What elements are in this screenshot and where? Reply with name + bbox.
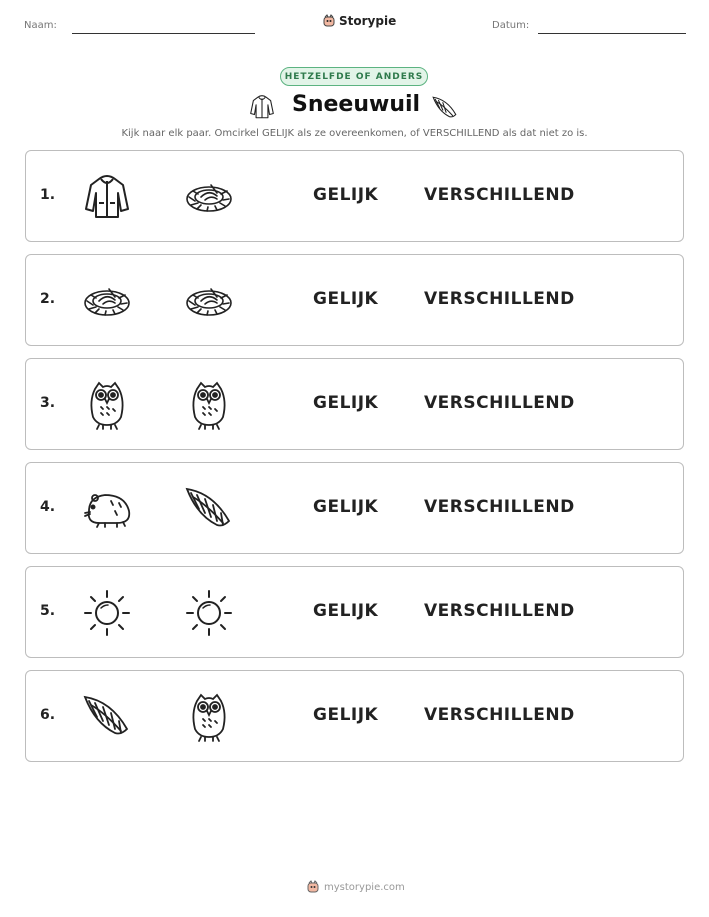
option-different[interactable]: VERSCHILLEND: [424, 601, 575, 621]
item-number: 5.: [40, 603, 56, 619]
name-line[interactable]: [72, 33, 255, 34]
owl-icon: [81, 379, 133, 431]
sun-icon: [183, 587, 235, 639]
pair-row-4: [25, 462, 684, 554]
pair-row-5: [25, 566, 684, 658]
item-number: 4.: [40, 499, 56, 515]
item-number: 2.: [40, 291, 56, 307]
option-same[interactable]: GELIJK: [313, 497, 379, 517]
option-same[interactable]: GELIJK: [313, 705, 379, 725]
name-label: Naam:: [24, 20, 57, 31]
option-different[interactable]: VERSCHILLEND: [424, 393, 575, 413]
item-number: 6.: [40, 707, 56, 723]
date-line[interactable]: [538, 33, 686, 34]
activity-badge: HETZELFDE OF ANDERS: [280, 67, 428, 86]
option-same[interactable]: GELIJK: [313, 601, 379, 621]
pair-row-1: [25, 150, 684, 242]
date-label: Datum:: [492, 20, 530, 31]
option-different[interactable]: VERSCHILLEND: [424, 185, 575, 205]
storypie-mascot-icon: [322, 14, 336, 28]
option-same[interactable]: GELIJK: [313, 393, 379, 413]
jacket-icon: [248, 92, 276, 122]
wing-icon: [183, 483, 235, 535]
brand-name: Storypie: [339, 14, 397, 28]
worksheet-title: Sneeuwuil: [292, 92, 421, 117]
footer-site[interactable]: mystorypie.com: [324, 881, 405, 893]
item-number: 1.: [40, 187, 56, 203]
option-same[interactable]: GELIJK: [313, 185, 379, 205]
wing-icon: [81, 691, 133, 743]
owl-icon: [183, 379, 235, 431]
brand-logo: [322, 14, 396, 28]
nest-icon: [183, 275, 235, 327]
option-different[interactable]: VERSCHILLEND: [424, 705, 575, 725]
nest-icon: [81, 275, 133, 327]
sun-icon: [81, 587, 133, 639]
option-same[interactable]: GELIJK: [313, 289, 379, 309]
instructions: Kijk naar elk paar. Omcirkel GELIJK als ze overeenkomen, of VERSCHILLEND als dat niet zo is.: [121, 128, 588, 139]
item-number: 3.: [40, 395, 56, 411]
wing-icon: [430, 94, 460, 122]
pair-row-6: [25, 670, 684, 762]
footer: [306, 880, 405, 894]
jacket-icon: [81, 171, 133, 223]
pair-row-2: [25, 254, 684, 346]
nest-icon: [183, 171, 235, 223]
hamster-icon: [81, 483, 133, 535]
option-different[interactable]: VERSCHILLEND: [424, 497, 575, 517]
storypie-mascot-icon: [306, 880, 320, 894]
pair-row-3: [25, 358, 684, 450]
option-different[interactable]: VERSCHILLEND: [424, 289, 575, 309]
owl-icon: [183, 691, 235, 743]
